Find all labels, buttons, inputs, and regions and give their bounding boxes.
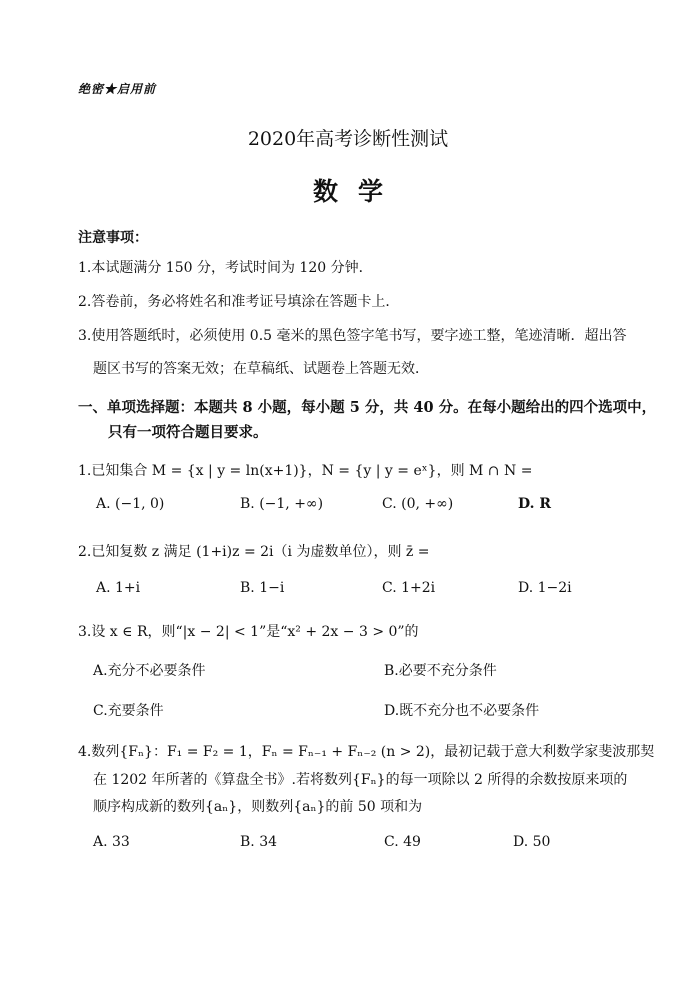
section-heading: 一、单项选择题：本题共 8 小题，每小题 5 分，共 40 分。在每小题给出的四个选项中， (78, 399, 657, 416)
q4-option-d: D. 50 (513, 834, 551, 850)
q1-option-d: D. R (518, 496, 552, 512)
q4-option-a: A. 33 (93, 834, 130, 850)
confidential-mark: 绝密★启用前 (78, 82, 157, 96)
notice-item-3-cont: 题区书写的答案无效；在草稿纸、试题卷上答题无效． (93, 361, 429, 377)
q4-option-c: C. 49 (384, 834, 421, 850)
exam-title: 2020年高考诊断性测试 (247, 128, 449, 150)
q3-option-c: C.充要条件 (93, 703, 164, 719)
q3-option-b: B.必要不充分条件 (384, 663, 497, 679)
question-4-stem-line2: 在 1202 年所著的《算盘全书》.若将数列{Fₙ}的每一项除以 2 所得的余数按原来项的 (93, 772, 628, 788)
notice-heading: 注意事项： (78, 230, 148, 246)
notice-item-3: 3.使用答题纸时，必须使用 0.5 毫米的黑色签字笔书写，要字迹工整，笔迹清晰．超出答 (78, 328, 627, 344)
question-1-stem: 1.已知集合 M = {x | y = ln(x+1)}，N = {y | y = eˣ}，则 M ∩ N = (78, 463, 533, 479)
notice-item-2: 2.答卷前，务必将姓名和准考证号填涂在答题卡上． (78, 294, 400, 310)
q2-option-a: A. 1+i (96, 580, 141, 596)
q1-option-b: B. (−1, +∞) (240, 496, 324, 512)
question-4-stem-line1: 4.数列{Fₙ}：F₁ = F₂ = 1，Fₙ = Fₙ₋₁ + Fₙ₋₂ (n > 2)，最初记载于意大利数学家斐波那契 (78, 744, 655, 760)
q3-option-a: A.充分不必要条件 (93, 663, 206, 679)
q1-option-c: C. (0, +∞) (382, 496, 454, 512)
q1-option-a: A. (−1, 0) (96, 496, 165, 512)
q2-option-c: C. 1+2i (382, 580, 436, 596)
q3-option-d: D.既不充分也不必要条件 (384, 703, 540, 719)
subject-title: 数学 (312, 177, 403, 206)
question-4-stem-line3: 顺序构成新的数列{aₙ}，则数列{aₙ}的前 50 项和为 (93, 799, 423, 815)
q2-option-d: D. 1−2i (518, 580, 572, 596)
q2-option-b: B. 1−i (240, 580, 285, 596)
q4-option-b: B. 34 (240, 834, 278, 850)
notice-item-1: 1.本试题满分 150 分，考试时间为 120 分钟． (78, 260, 373, 276)
question-3-stem: 3.设 x ∈ R，则“|x − 2| < 1”是“x² + 2x − 3 > 0”的 (78, 624, 419, 640)
question-2-stem: 2.已知复数 z 满足 (1+i)z = 2i（i 为虚数单位），则 z̄ = (78, 544, 430, 560)
section-heading-cont: 只有一项符合题目要求。 (108, 424, 268, 441)
